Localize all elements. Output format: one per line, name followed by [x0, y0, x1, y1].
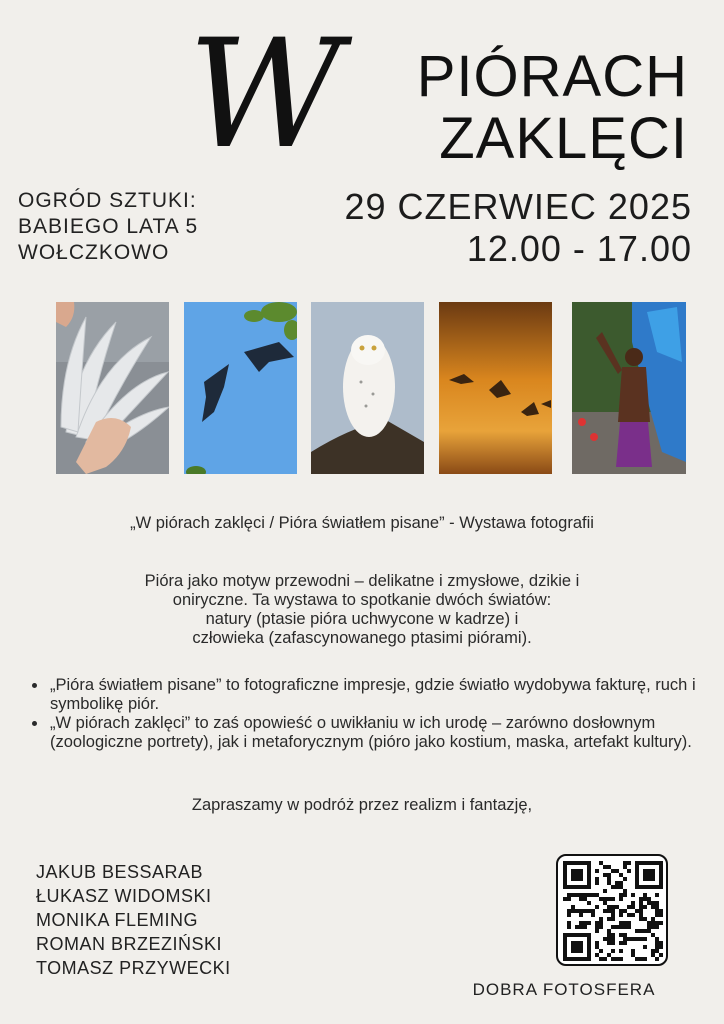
author-name: JAKUB BESSARAB	[36, 862, 204, 882]
exhibition-subtitle: „W piórach zaklęci / Pióra światłem pisane” - Wystawa fotografii	[130, 514, 594, 532]
exhibition-description	[70, 572, 654, 648]
exhibition-bullets	[30, 676, 724, 752]
invitation-text: Zapraszamy w podróż przez realizm i fantazję,	[191, 796, 533, 814]
author-name: ROMAN BRZEZIŃSKI	[36, 934, 223, 954]
organizer-name: DOBRA FOTOSFERA	[472, 980, 656, 999]
photo-golden-water-birds	[439, 302, 552, 474]
authors-list	[36, 860, 231, 980]
description-line: Pióra jako motyw przewodni – delikatne i zmysłowe, dzikie i	[144, 572, 580, 590]
event-time: 12.00 - 17.00	[466, 228, 692, 269]
bullet-item: • „W piórach zaklęci” to zaś opowieść o uwikłaniu w ich urodę – zarówno dosłownym (zoologiczne portrety), jak i metaforycznym (pióro jako kostium, maska, artefakt kultury).	[48, 714, 724, 752]
venue-address	[18, 188, 198, 266]
qr-code[interactable]	[556, 854, 668, 966]
title-initial-w: W	[188, 8, 337, 182]
author-name: TOMASZ PRZYWECKI	[36, 958, 231, 978]
venue-line-2: BABIEGO LATA 5	[18, 215, 199, 238]
photo-carnival-dancer	[572, 302, 686, 474]
description-line: człowieka (zafascynowanego ptasimi piórami).	[192, 629, 532, 647]
photo-strip	[0, 302, 724, 474]
description-line: oniryczne. Ta wystawa to spotkanie dwóch światów:	[172, 591, 552, 609]
venue-line-3: WOŁCZKOWO	[18, 241, 170, 264]
title-line-2: ZAKLĘCI	[439, 106, 688, 171]
photo-feathers-hand	[56, 302, 169, 474]
photo-swallows	[184, 302, 297, 474]
event-datetime	[345, 186, 692, 270]
description-line: natury (ptasie pióra uchwycone w kadrze) i	[205, 610, 519, 628]
poster-title	[417, 46, 688, 170]
title-line-1: PIÓRACH	[416, 44, 688, 109]
event-date: 29 CZERWIEC 2025	[344, 186, 692, 227]
venue-line-1: OGRÓD SZTUKI:	[18, 189, 197, 212]
author-name: MONIKA FLEMING	[36, 910, 199, 930]
bullet-item: • „Pióra światłem pisane” to fotograficzne impresje, gdzie światło wydobywa fakturę, ruch i symbolikę piór.	[48, 676, 724, 714]
qr-code-icon	[563, 861, 663, 961]
photo-snowy-owl	[311, 302, 424, 474]
author-name: ŁUKASZ WIDOMSKI	[36, 886, 212, 906]
